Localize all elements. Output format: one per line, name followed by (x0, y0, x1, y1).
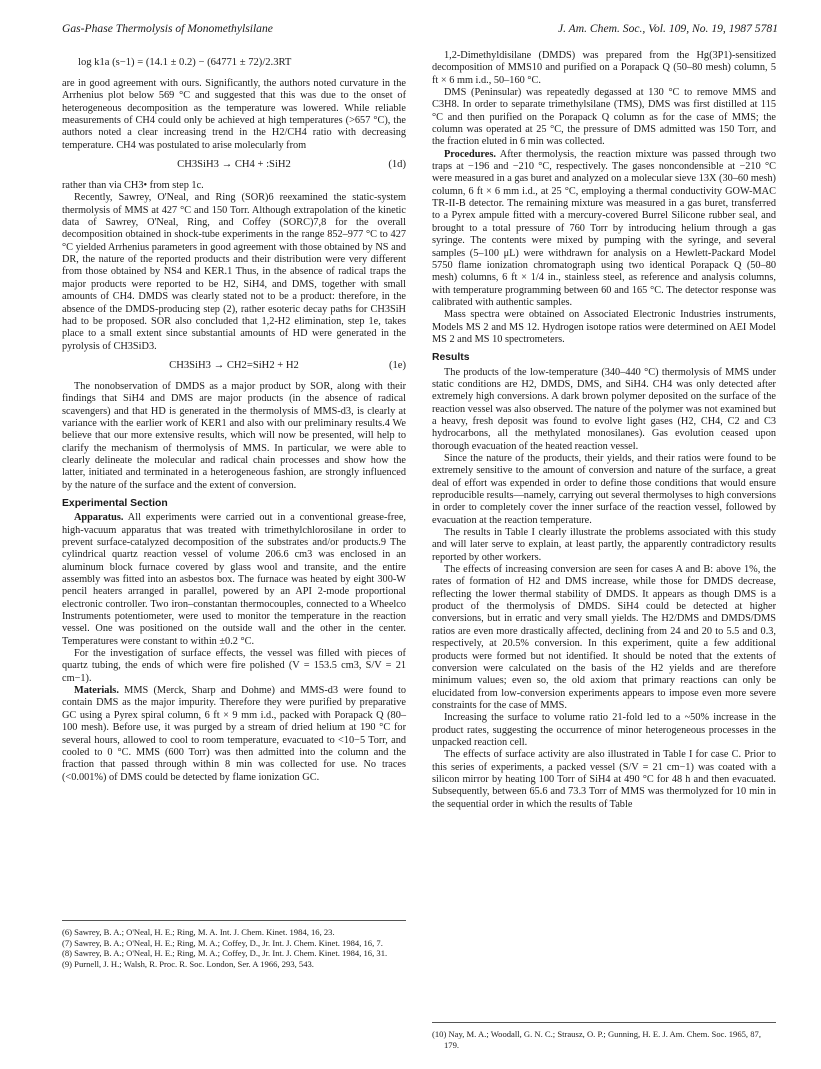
equation-1d-text: CH3SiH3 → CH4 + :SiH2 (177, 159, 291, 171)
runin-materials: Materials. (74, 685, 119, 697)
equation-arrhenius-text: log k1a (s−1) = (14.1 ± 0.2) − (64771 ± 72)/2.3RT (78, 57, 292, 68)
paragraph: The effects of surface activity are also illustrated in Table I for case C. Prior to this series of experiments, a packed vessel (S/V = 21 cm−1) was coated with a silicon mirror by heating 100 Torr of SiH4 at 490 °C for 48 h and then evacuated. Subsequently, between 65.6 and 73.3 Torr of MMS was thermolyzed for 10 min in the sequential order in which the results of Table (432, 749, 776, 810)
paragraph: Mass spectra were obtained on Associated Electronic Industries instruments, Models MS 2 and MS 12. Hydrogen isotope ratios were determined on AEI Model MS 2 and MS 10 spectrometers. (432, 309, 776, 345)
footnote: (7) Sawrey, B. A.; O'Neal, H. E.; Ring, M. A.; Coffey, D., Jr. Int. J. Chem. Kinet. 1984, 16, 7. (62, 937, 383, 948)
procedures-text: After thermolysis, the reaction mixture was passed through two traps at −196 and −210 °C, respectively. The gases noncondensible at −210 °C were measured in a gas buret and analyzed on a molecular sieve 13X (30–60 mesh) column, 6 ft × 6 mm i.d., at 25 °C, employing a thermal conductivity GOW-MAC TR-II-B detector. The remaining mixture was measured in a gas buret, transferred to a Pyrex ampule fitted with a mercury-covered Burrel Silicone rubber seal, and brought to a total pressure of 760 Torr by introducing helium through a gas syringe. The contents were mixed by pumping with the syringe, and several samples (5–100 μL) were withdrawn for analysis on a Hewlett-Packard Model 5750 flame ionization chromatograph using two identical Porapack Q (50–80 mesh) columns, 6 ft × 1/4 in., stainless steel, as reference and analysis columns, with temperature programming between 60 and 165 °C. The detector response was calibrated with authentic samples. (432, 148, 776, 308)
paragraph-apparatus (62, 512, 406, 648)
paragraph: For the investigation of surface effects, the vessel was filled with pieces of quartz tubing, the ends of which were fire polished (V = 153.5 cm3, S/V = 21 cm−1). (62, 648, 406, 684)
paragraph: The results in Table I clearly illustrate the problems associated with this study and will later serve to explain, at least partly, the apparently contradictory results reported by other workers. (432, 527, 776, 563)
paragraph: are in good agreement with ours. Significantly, the authors noted curvature in the Arrhenius plot below 569 °C and suggested that this was due to the onset of heterogeneous decomposition as the temperature was lowered. While reliable measurements of CH4 could only be achieved at high temperatures (>657 °C), the authors noted a clear increasing trend in the H2/CH4 ratio with decreasing temperature. CH4 was postulated to arise molecularly from (62, 78, 406, 151)
apparatus-text: All experiments were carried out in a conventional grease-free, high-vacuum apparatus that was treated with trimethylchlorosilane in order to prevent surface-catalyzed decomposition of the substrates and/or products.9 The cylindrical quartz reaction vessel of volume 206.6 cm3 was enclosed in an aluminum block furnace covered by glass wool and transite, and the entire assembly was fitted into an asbestos box. The furnace was heated by eight 300-W pencil heaters arranged in parallel, powered by an API 2-mode proportional electronic controller. Two iron–constantan thermocouples, connected to a Wheelco Instruments potentiometer, were used to monitor the temperature in the reaction vessel. One was positioned on the outside wall and the other in the center. Temperatures were constant to within ±0.2 °C. (62, 512, 406, 647)
paragraph: Increasing the surface to volume ratio 21-fold led to a ~50% increase in the product rates, suggesting the occurrence of minor heterogeneous processes in the unpacked reaction cell. (432, 712, 776, 748)
equation-1d (62, 159, 406, 173)
footnote: (10) Nay, M. A.; Woodall, G. N. C.; Strausz, O. P.; Gunning, H. E. J. Am. Chem. Soc. 1965, 87, 179. (432, 1029, 761, 1050)
right-column (432, 50, 776, 811)
equation-1d-number: (1d) (388, 159, 406, 171)
section-heading-experimental: Experimental Section (62, 497, 168, 509)
runin-apparatus: Apparatus. (74, 512, 124, 524)
footnote: (6) Sawrey, B. A.; O'Neal, H. E.; Ring, M. A. Int. J. Chem. Kinet. 1984, 16, 23. (62, 927, 335, 937)
equation-1e-text: CH3SiH3 → CH2=SiH2 + H2 (169, 359, 299, 371)
paragraph: Since the nature of the products, their yields, and their ratios were found to be extremely sensitive to the amount of conversion and nature of the surface, a great deal of effort was expended in order to define those conditions that would ensure reproducible results—namely, carrying out several thermolyses to high conversions in order to completely cover the inner surface of the reaction vessel, followed by evacuation at the reaction temperature. (432, 453, 776, 526)
paragraph: rather than via CH3• from step 1c. (62, 180, 204, 192)
paragraph-materials (62, 685, 406, 784)
section-heading-results: Results (432, 352, 470, 364)
paragraph: 1,2-Dimethyldisilane (DMDS) was prepared from the Hg(3P1)-sensitized decomposition of MMS10 and purified on a Porapack Q (50–80 mesh) column, 5 ft × 6 mm i.d., 50–160 °C. (432, 50, 776, 86)
paragraph: Recently, Sawrey, O'Neal, and Ring (SOR)6 reexamined the static-system thermolysis of MMS at 427 °C and 150 Torr. Although extrapolation of the kinetic data of Sawrey, O'Neal, Ring, and Coffey (SORC)7,8 for the overall decomposition obtained in shock-tube experiments in the range 852–977 °C to 427 °C yielded Arrhenius parameters in good agreement with those obtained by NS and DR, the nature of the reported products and their distribution were very different from those obtained by NS4 and KER.1 Thus, in the absence of radical traps the major products were reported to be H2, SiH4, and DMS, together with small amounts of CH4. DMDS was clearly stated not to be a product: therefore, in the absence of the DMDS-producing step (2), rather esoteric decay paths for CH3SiH had to be proposed. SOR also concluded that 1,2-H2 elimination, step 1e, takes place to a small extent since substantial amounts of HD were generated in the pyrolysis of CH3SiD3. (62, 192, 406, 352)
paragraph: The effects of increasing conversion are seen for cases A and B: above 1%, the rates of formation of H2 and DMS increase, while those for DMDS decrease, reflecting the lower thermal stability of DMDS. It appears as though DMS is a product of the thermolysis of DMDS. SiH4 could be detected at higher conversions, but in erratic and very small yields. The H2/DMS and DMDS/DMS ratios are even more drastically affected, declining from 24 and 20 to 5.5 and 0.3, respectively, at 20.5% conversion. In this experiment, quite a few additional products were formed but not identified. It should be noted that the extents of conversion were calculated on the basis of the H2 yields and are therefore minimum values; even so, the old axiom that primary reactions can only be elucidated from low-conversion experiments appears to impose even more severe constraints for the case of MMS. (432, 564, 776, 711)
footnote: (9) Purnell, J. H.; Walsh, R. Proc. R. Soc. London, Ser. A 1966, 293, 543. (62, 958, 314, 969)
footnote: (8) Sawrey, B. A.; O'Neal, H. E.; Ring, M. A.; Coffey, D., Jr. Int. J. Chem. Kinet. 1984, 16, 31. (62, 948, 388, 959)
paragraph: The nonobservation of DMDS as a major product by SOR, along with their findings that SiH4 and DMS are major products (in the absence of radical scavengers) and that HD is generated in the thermolysis of MMS-d3, is clearly at variance with the earlier work of KER1 and also with our preliminary results.4 We believe that our more extensive results, which will now be presented, will help to clarify the mechanism of thermolysis of MMS. In particular, we were able to clearly delineate the molecular and radical chain processes and show how the latter, initiated and terminated in a heterogeneous fashion, are strongly influenced by the nature of the surface and the extent of conversion. (62, 380, 406, 491)
running-head (62, 22, 778, 38)
equation-1e (62, 360, 406, 374)
materials-text: MMS (Merck, Sharp and Dohme) and MMS-d3 were found to contain DMS as the major impurity. Therefore they were purified by preparative GC using a Pyrex spiral column, 6 ft × 9 mm i.d., packed with Porapack Q (80–100 mesh). Before use, it was purged by a stream of dried helium at 190 °C for several hours, allowed to cool to room temperature, evacuated to <10−5 Torr, and cooled to 0 °C. MMS (600 Torr) was then admitted into the column and the fraction that passed through within 8 min was collected for use. No traces (<0.001%) of DMS could be detected by flame ionization GC. (62, 685, 406, 783)
paragraph: DMS (Peninsular) was repeatedly degassed at 130 °C to remove MMS and C3H8. In order to separate trimethylsilane (TMS), DMS was first distilled at 115 °C and then purified on the Porapack Q column as for the case of MMS; the column was operated at 25 °C, the pressure of DMS admitted was 150 Torr, and the fraction eluted in 6 min was collected. (432, 87, 776, 148)
equation-1e-number: (1e) (388, 359, 406, 371)
running-head-journal: J. Am. Chem. Soc., Vol. 109, No. 19, 1987 5781 (557, 22, 778, 35)
footnotes-right (432, 1022, 776, 1050)
running-head-title: Gas-Phase Thermolysis of Monomethylsilane (62, 22, 273, 35)
left-column (62, 50, 406, 784)
footnotes-left (62, 920, 406, 969)
equation-arrhenius (62, 57, 406, 71)
paragraph: The products of the low-temperature (340–440 °C) thermolysis of MMS under static conditions are H2, DMDS, DMS, and SiH4. CH4 was only detected after extremely high conversions. A dark brown polymer deposited on the surface of the reaction vessel was also observed. The nature of the polymer was not examined but a heavy, fresh deposit was found to evolve light gases (H2, CH4, C2 and C3 hydrocarbons, all the methylated monosilanes). Gas evolution ceased upon thorough evacuation of the heated reaction vessel. (432, 366, 776, 452)
runin-procedures: Procedures. (444, 148, 496, 160)
paragraph-procedures (432, 149, 776, 309)
